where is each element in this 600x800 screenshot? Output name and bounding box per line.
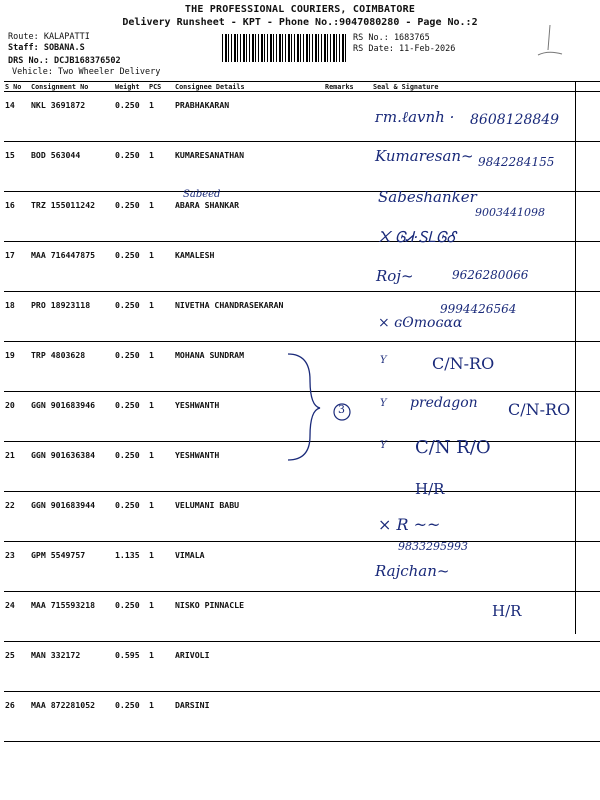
staff-label: Staff: SOBANA.S (8, 43, 85, 53)
pcs: 1 (148, 92, 174, 142)
consignee: KUMARESANATHAN (174, 142, 324, 192)
consignment-no: GGN 901683944 (30, 492, 114, 542)
consignment-no: MAA 715593218 (30, 592, 114, 642)
consignment-no: TRZ 155011242 (30, 192, 114, 242)
consignee: DARSINI (174, 692, 324, 742)
consignment-no: NKL 3691872 (30, 92, 114, 142)
sno: 16 (4, 192, 30, 242)
signature-r24: × R ~~ (378, 515, 441, 534)
remarks (324, 542, 372, 592)
weight: 0.250 (114, 192, 148, 242)
remarks (324, 142, 372, 192)
sno: 20 (4, 392, 30, 442)
phone-r14: 8608128849 (470, 112, 560, 128)
sno: 22 (4, 492, 30, 542)
barcode (222, 34, 348, 62)
col-weight: Weight (114, 82, 148, 92)
col-consignee: Consignee Details (174, 82, 324, 92)
sno: 23 (4, 542, 30, 592)
weight: 0.250 (114, 292, 148, 342)
consignee: NISKO PINNACLE (174, 592, 324, 642)
table-row (4, 692, 600, 742)
pcs: 1 (148, 692, 174, 742)
mark-r21: Y (380, 398, 387, 409)
consignee: VELUMANI BABU (174, 492, 324, 542)
remarks (324, 642, 372, 692)
signature (372, 692, 600, 742)
sno: 15 (4, 142, 30, 192)
consignee: NIVETHA CHANDRASEKARAN (174, 292, 324, 342)
status-r22: C/N R/O (415, 437, 491, 458)
table-row (4, 492, 600, 542)
consignee: KAMALESH (174, 242, 324, 292)
signature-r15: Kumaresan~ (375, 147, 474, 165)
rs-number: RS No.: 1683765 (353, 33, 430, 43)
pcs: 1 (148, 242, 174, 292)
vehicle-label: Vehicle: Two Wheeler Delivery (12, 67, 161, 77)
runsheet-subtitle: Delivery Runsheet - KPT - Phone No.:9047080280 - Page No.:2 (122, 17, 478, 28)
pcs: 1 (148, 392, 174, 442)
remarks (324, 242, 372, 292)
signature-r17: ᙭ ᎶᏗ·ᏚᏞᎶᎴ (378, 228, 456, 246)
sno: 21 (4, 442, 30, 492)
consignment-no: TRP 4803628 (30, 342, 114, 392)
route-label: Route: KALAPATTI (8, 32, 90, 42)
consignee: MOHANA SUNDRAM (174, 342, 324, 392)
signature (372, 592, 600, 642)
phone-r15: 9842284155 (478, 155, 555, 169)
mark-r22: Y (380, 440, 387, 451)
pcs: 1 (148, 642, 174, 692)
sno: 14 (4, 92, 30, 142)
status-r26: H/R (492, 602, 522, 620)
signature-r19: × ɢʘmoɢɑɑ (378, 315, 463, 331)
consignment-no: MAN 332172 (30, 642, 114, 692)
note-r16: Sabeed (183, 189, 221, 200)
consignment-no: BOD 563044 (30, 142, 114, 192)
consignee: ARIVOLI (174, 642, 324, 692)
corner-mark (520, 20, 570, 60)
col-signature: Seal & Signature (372, 82, 600, 92)
consignment-no: GGN 901683946 (30, 392, 114, 442)
consignment-no: MAA 872281052 (30, 692, 114, 742)
pcs: 1 (148, 192, 174, 242)
pcs: 1 (148, 342, 174, 392)
consignee: PRABHAKARAN (174, 92, 324, 142)
rs-date: RS Date: 11-Feb-2026 (353, 44, 456, 54)
signature-r14: ᴦm.ℓavnh · (375, 108, 455, 126)
col-consignment: Consignment No (30, 82, 114, 92)
consignee: YESHWANTH (174, 442, 324, 492)
pcs: 1 (148, 492, 174, 542)
remarks (324, 192, 372, 242)
bracket-mark (280, 350, 360, 465)
pcs: 1 (148, 592, 174, 642)
signature-r25: Rajchan~ (375, 562, 450, 580)
company-title: THE PROFESSIONAL COURIERS, COIMBATORE (184, 4, 416, 15)
weight: 0.250 (114, 242, 148, 292)
weight: 0.595 (114, 642, 148, 692)
consignment-no: MAA 716447875 (30, 242, 114, 292)
pcs: 1 (148, 442, 174, 492)
remarks (324, 692, 372, 742)
sno: 24 (4, 592, 30, 642)
pcs: 1 (148, 292, 174, 342)
table-row (4, 292, 600, 342)
drs-label: DRS No.: DCJB168376502 (8, 56, 121, 66)
mark-r20: Y (380, 355, 387, 366)
pcs: 1 (148, 142, 174, 192)
weight: 0.250 (114, 392, 148, 442)
status-r20: C/N-RO (432, 354, 495, 373)
remarks (324, 492, 372, 542)
weight: 0.250 (114, 492, 148, 542)
remarks (324, 592, 372, 642)
status-r21: C/N-RO (508, 400, 571, 419)
weight: 0.250 (114, 92, 148, 142)
col-pcs: PCS (148, 82, 174, 92)
table-row (4, 542, 600, 592)
consignment-no: GPM 5549757 (30, 542, 114, 592)
signature-r18: Roj~ (376, 267, 414, 285)
sno: 19 (4, 342, 30, 392)
consignee: ABARA SHANKAR (174, 192, 324, 242)
phone-r17: 9003441098 (475, 206, 545, 219)
signature-r16: Sabeshanker (378, 188, 477, 206)
col-remarks: Remarks (324, 82, 372, 92)
table-row (4, 242, 600, 292)
remark-count: 3 (338, 403, 345, 416)
pcs: 1 (148, 542, 174, 592)
remarks (324, 92, 372, 142)
phone-r18: 9626280066 (452, 268, 529, 282)
weight: 0.250 (114, 592, 148, 642)
weight: 1.135 (114, 542, 148, 592)
sno: 25 (4, 642, 30, 692)
consignee: YESHWANTH (174, 392, 324, 442)
sno: 26 (4, 692, 30, 742)
weight: 0.250 (114, 142, 148, 192)
right-border (575, 81, 576, 634)
weight: 0.250 (114, 442, 148, 492)
consignment-no: PRO 18923118 (30, 292, 114, 342)
status-r23: H/R (415, 480, 445, 498)
remarks (324, 292, 372, 342)
col-sno: S No (4, 82, 30, 92)
sno: 17 (4, 242, 30, 292)
sno: 18 (4, 292, 30, 342)
signature (372, 642, 600, 692)
signature-r21: predagon (410, 395, 478, 411)
table-row (4, 642, 600, 692)
consignment-no: GGN 901636384 (30, 442, 114, 492)
phone-r24: 9833295993 (398, 540, 468, 553)
phone-r19: 9994426564 (440, 302, 517, 316)
weight: 0.250 (114, 692, 148, 742)
weight: 0.250 (114, 342, 148, 392)
table-header-row (4, 82, 600, 92)
consignee: VIMALA (174, 542, 324, 592)
